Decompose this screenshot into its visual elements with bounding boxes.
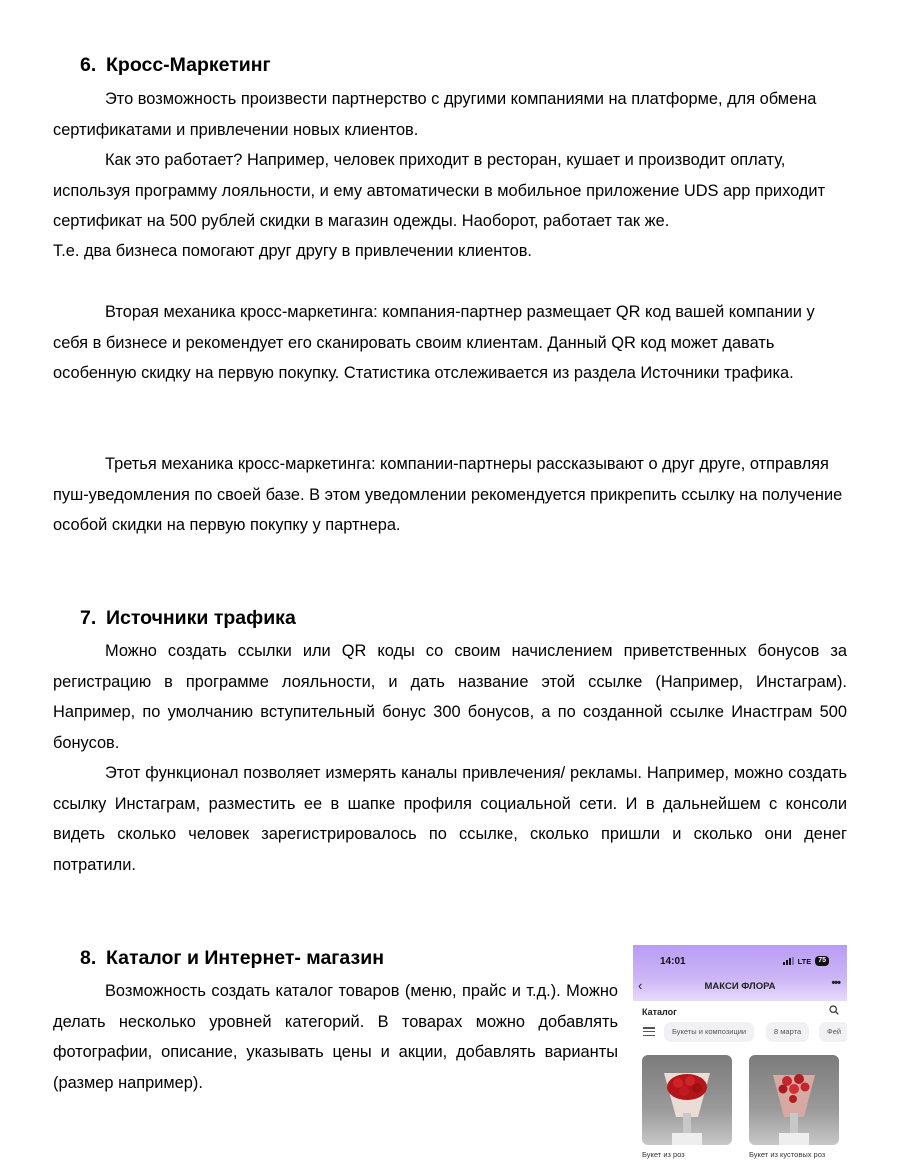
bouquet-image (749, 1055, 839, 1145)
category-chip[interactable]: Букеты и композиции (664, 1022, 754, 1042)
product-image[interactable] (642, 1055, 732, 1145)
battery-icon: 75 (815, 956, 829, 966)
catalog-label: Каталог (642, 1007, 677, 1017)
section-7-heading (80, 606, 296, 630)
section-8-heading (80, 946, 384, 970)
section-number: 7. (80, 607, 97, 629)
section-title: Каталог и Интернет- магазин (106, 947, 384, 969)
menu-icon[interactable] (643, 1027, 655, 1036)
paragraph: Этот функционал позволяет измерять каналы привлечения/ рекламы. Например, можно создать ссылку Инстаграм, разместить ее в шапке профиля социальной сети. И в дальнейшем с консоли видеть сколько человек зарегистрировалось по ссылке, сколько пришли и сколько они денег потратили. (53, 764, 847, 874)
signal-icon (783, 957, 794, 965)
chevron-left-icon[interactable]: ‹ (638, 978, 643, 993)
section-title: Кросс-Маркетинг (106, 54, 271, 76)
status-bar (783, 956, 829, 966)
section-number: 8. (80, 947, 97, 969)
more-dots-icon[interactable]: ••• (831, 977, 840, 989)
paragraph: Это возможность произвести партнерство с другими компаниями на платформе, для обмена сертификатами и привлечении новых клиентов. (53, 90, 817, 139)
paragraph: Как это работает? Например, человек приходит в ресторан, кушает и производит оплату, используя программу лояльности, и ему автоматически в мобильное приложение UDS app приходит сертификат на 500 рублей скидки в магазин одежды. Наоборот, работает так же. (53, 151, 826, 230)
product-name[interactable]: Букет из роз (642, 1150, 685, 1159)
shop-title: МАКСИ ФЛОРА (704, 981, 776, 992)
catalog-app-screenshot (633, 945, 847, 1165)
bouquet-image (642, 1055, 732, 1145)
paragraph: Третья механика кросс-маркетинга: компании-партнеры рассказывают о друг друге, отправляя пуш-уведомления по своей базе. В этом уведомлении рекомендуется прикрепить ссылку на получение особой скидки на первую покупку у партнера. (53, 455, 843, 534)
section-title: Источники трафика (106, 607, 296, 629)
status-time: 14:01 (660, 956, 686, 967)
category-chip[interactable]: 8 марта (766, 1022, 809, 1042)
product-image[interactable] (749, 1055, 839, 1145)
paragraph: Вторая механика кросс-маркетинга: компания-партнер размещает QR код вашей компании у себя в бизнесе и рекомендует его сканировать своим клиентам. Данный QR код может давать особенную скидку на первую покупку. Статистика отслеживается из раздела Источники трафика. (53, 303, 815, 382)
search-icon[interactable] (829, 1005, 839, 1015)
paragraph: Возможность создать каталог товаров (меню, прайс и т.д.). Можно делать несколько уровней категорий. В товарах можно добавлять фотографии, описание, указывать цены и акции, добавлять варианты (размер например). (53, 982, 618, 1092)
category-chip[interactable]: Фей (819, 1022, 847, 1042)
section-6-heading (80, 53, 271, 77)
network-label: LTE (797, 956, 812, 966)
section-number: 6. (80, 54, 97, 76)
paragraph: Т.е. два бизнеса помогают друг другу в привлечении клиентов. (53, 242, 532, 260)
product-name[interactable]: Букет из кустовых роз (749, 1150, 826, 1159)
paragraph: Можно создать ссылки или QR коды со своим начислением приветственных бонусов за регистрацию в программе лояльности, и дать название этой ссылке (Например, Инстаграм). Например, по умолчанию вступительный бонус 300 бонусов, а по созданной ссылке Инастграм 500 бонусов. (53, 642, 847, 752)
app-header (633, 945, 847, 1001)
